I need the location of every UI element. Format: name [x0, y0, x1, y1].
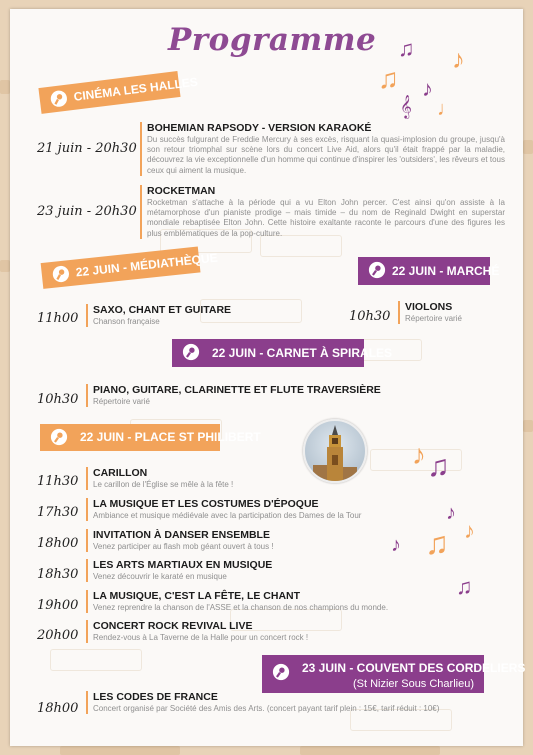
event-title: BOHEMIAN RAPSODY - VERSION KARAOKÉ: [147, 122, 372, 134]
event-description: Répertoire varié: [405, 314, 462, 323]
event-item: [86, 304, 276, 327]
music-note-icon: ♫: [378, 63, 399, 94]
event-title: SAXO, CHANT ET GUITARE: [93, 304, 232, 316]
event-time: 18h00: [37, 701, 79, 716]
music-note-icon: ♪: [412, 439, 426, 470]
event-title: LA MUSIQUE ET LES COSTUMES D'ÉPOQUE: [93, 498, 319, 510]
section-banner-philibert: [40, 424, 261, 451]
event-description: Rocketman s'attache à la période qui a vu Elton John percer. C'est ainsi qu'on assiste à la métamorphose d'un pianiste prodige – mais timide – du nom de Reginald Dwight en superstar mondiale rebaptisée Elton John. Cette histoire exaltante raconte le parcours d'une des figures les plus emblématiques de la pop-culture.: [147, 198, 505, 238]
event-description: Répertoire varié: [93, 397, 150, 406]
microphone-icon: [49, 89, 69, 109]
microphone-icon: [51, 264, 71, 284]
section-sublabel: (St Nizier Sous Charlieu): [352, 678, 474, 690]
event-item: [86, 529, 386, 552]
event-description: Chanson française: [93, 317, 160, 326]
section-banner-marche: [358, 257, 500, 285]
music-note-icon: ♫: [398, 36, 415, 61]
event-time: 21 juin - 20h30: [37, 141, 137, 156]
event-time: 10h30: [349, 309, 391, 324]
event-title: LES ARTS MARTIAUX EN MUSIQUE: [93, 559, 273, 571]
event-description: Venez participer au flash mob géant ouvert à tous !: [93, 542, 274, 551]
event-time: 20h00: [37, 628, 79, 643]
event-item: [86, 384, 386, 407]
event-time: 19h00: [37, 598, 79, 613]
event-title: LES CODES DE FRANCE: [93, 691, 218, 703]
section-banner-carnet: [172, 339, 393, 367]
music-note-icon: ♪: [452, 44, 465, 74]
event-time: 10h30: [37, 392, 79, 407]
music-note-icon: ♩: [437, 98, 457, 120]
event-item: [86, 590, 476, 613]
event-item: [86, 620, 386, 643]
music-note-icon: ♫: [456, 574, 473, 599]
section-banner-cordeliers: [262, 655, 526, 693]
event-description: Venez découvrir le karaté en musique: [93, 572, 227, 581]
event-description: Rendez-vous à La Taverne de la Halle pour un concert rock !: [93, 633, 309, 642]
event-time: 18h30: [37, 567, 79, 582]
music-note-icon: ♪: [391, 534, 401, 556]
event-description: Le carillon de l'Église se mêle à la fête !: [93, 480, 234, 489]
event-title: ROCKETMAN: [147, 185, 216, 197]
event-title: CONCERT ROCK REVIVAL LIVE: [93, 620, 253, 632]
event-item: [140, 185, 505, 239]
treble-clef-icon: 𝄞: [400, 96, 412, 118]
event-item: [86, 691, 501, 714]
section-label: CINÉMA LES HALLES: [72, 74, 199, 104]
microphone-icon: [272, 663, 290, 681]
music-note-icon: ♪: [464, 518, 475, 543]
event-title: PIANO, GUITARE, CLARINETTE ET FLUTE TRAVERSIÈRE: [93, 384, 381, 396]
event-title: VIOLONS: [405, 301, 453, 313]
microphone-icon: [50, 428, 68, 446]
music-note-icon: ♫: [425, 525, 449, 561]
event-item: [86, 498, 456, 521]
section-label: 23 JUIN - COUVENT DES CORDELIERS: [302, 661, 526, 675]
section-label: 22 JUIN - PLACE ST PHILIBERT: [80, 430, 261, 444]
event-item: [86, 467, 386, 490]
music-note-icon: ♪: [422, 76, 433, 101]
event-item: [86, 559, 386, 582]
event-time: 17h30: [37, 505, 79, 520]
music-note-icon: ♪: [446, 502, 456, 524]
page-title: Programme: [168, 22, 377, 58]
microphone-icon: [182, 343, 200, 361]
event-title: LA MUSIQUE, C'EST LA FÊTE, LE CHANT: [93, 590, 301, 602]
section-label: 22 JUIN - CARNET À SPIRALES: [212, 346, 393, 360]
event-title: INVITATION À DANSER ENSEMBLE: [93, 529, 270, 541]
event-time: 11h00: [37, 311, 79, 326]
section-label: 22 JUIN - MÉDIATHÈQUE: [75, 250, 219, 280]
event-description: Concert organisé par Société des Amis des Arts. (concert payant tarif plein : 15€, tarif réduit : 10€): [93, 704, 440, 713]
event-title: CARILLON: [93, 467, 148, 479]
event-description: Ambiance et musique médiévale avec la participation des Dames de la Tour: [93, 511, 362, 520]
music-note-icon: ♫: [427, 450, 450, 483]
event-item: [140, 122, 505, 176]
event-item: [398, 301, 498, 324]
section-label: 22 JUIN - MARCHÉ: [392, 264, 500, 278]
event-description: Venez reprendre la chanson de l'ASSE et la chanson de nos champions du monde.: [93, 603, 389, 612]
microphone-icon: [368, 261, 386, 279]
event-description: Du succès fulgurant de Freddie Mercury à ses excès, risquant la quasi-implosion du groupe, jusqu'à son retour triomphal sur scène lors du concert Live Aid, alors qu'il était frappé par la maladie, découvrez la vie exceptionnelle d'un homme qui continue d'inspirer les 'outsiders', les rêveurs et tous ceux qui aiment la musique.: [147, 135, 505, 175]
event-time: 18h00: [37, 536, 79, 551]
event-time: 23 juin - 20h30: [37, 204, 137, 219]
event-time: 11h30: [37, 474, 79, 489]
